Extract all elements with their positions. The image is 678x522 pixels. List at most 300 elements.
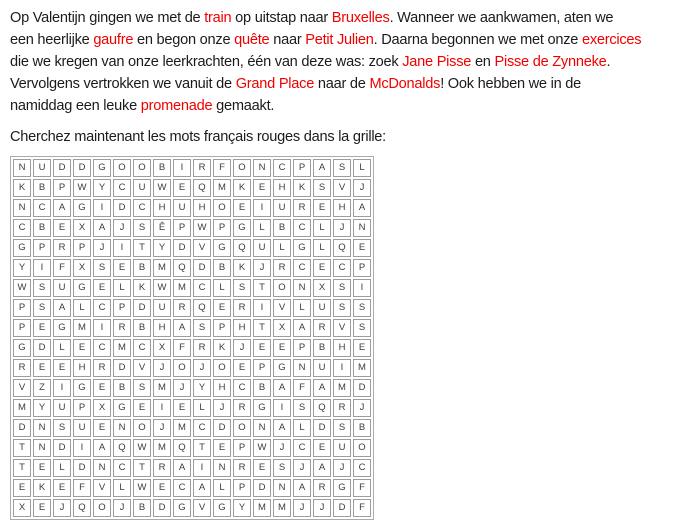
grid-cell: P (73, 239, 91, 257)
grid-cell: N (353, 219, 371, 237)
grid-cell: Y (153, 239, 171, 257)
grid-cell: P (73, 399, 91, 417)
grid-cell: E (33, 359, 51, 377)
grid-cell: E (273, 339, 291, 357)
grid-cell: O (273, 279, 291, 297)
grid-cell: K (133, 279, 151, 297)
french-vocab-word: Pisse de Zynneke (494, 54, 607, 70)
grid-row (13, 299, 371, 317)
grid-cell: E (93, 379, 111, 397)
grid-cell: H (233, 319, 251, 337)
grid-cell: G (93, 159, 111, 177)
grid-cell: L (73, 299, 91, 317)
grid-cell: M (13, 399, 31, 417)
grid-row (13, 399, 371, 417)
grid-cell: W (73, 179, 91, 197)
grid-cell: B (113, 379, 131, 397)
grid-cell: L (213, 479, 231, 497)
grid-cell: E (73, 339, 91, 357)
grid-cell: O (233, 419, 251, 437)
grid-cell: D (173, 239, 191, 257)
grid-cell: E (313, 259, 331, 277)
grid-cell: B (353, 419, 371, 437)
grid-cell: V (133, 359, 151, 377)
grid-cell: I (273, 399, 291, 417)
grid-cell: M (153, 439, 171, 457)
grid-cell: G (73, 279, 91, 297)
story-line (10, 29, 678, 51)
grid-cell: A (193, 479, 211, 497)
grid-cell: Z (33, 379, 51, 397)
grid-cell: A (353, 199, 371, 217)
grid-cell: C (33, 199, 51, 217)
grid-cell: R (333, 399, 351, 417)
grid-cell: R (153, 459, 171, 477)
grid-cell: P (113, 299, 131, 317)
grid-cell: I (53, 379, 71, 397)
grid-cell: J (233, 339, 251, 357)
grid-cell: U (273, 199, 291, 217)
grid-cell: D (53, 439, 71, 457)
grid-cell: V (93, 479, 111, 497)
grid-cell: K (213, 339, 231, 357)
grid-cell: E (313, 439, 331, 457)
text-segment: op uitstap naar (231, 10, 332, 26)
french-vocab-word: McDonalds (369, 76, 441, 92)
grid-cell: C (193, 419, 211, 437)
grid-cell: H (273, 179, 291, 197)
grid-cell: X (73, 259, 91, 277)
grid-cell: R (193, 159, 211, 177)
grid-cell: E (93, 279, 111, 297)
grid-cell: A (93, 219, 111, 237)
grid-cell: O (133, 419, 151, 437)
grid-cell: R (233, 399, 251, 417)
grid-cell: S (353, 319, 371, 337)
text-segment: naar de (314, 76, 370, 92)
french-vocab-word: train (204, 10, 232, 26)
grid-cell: T (133, 239, 151, 257)
grid-cell: W (133, 439, 151, 457)
grid-cell: I (253, 199, 271, 217)
french-vocab-word: Bruxelles (331, 10, 390, 26)
grid-cell: T (133, 459, 151, 477)
grid-cell: I (73, 439, 91, 457)
grid-cell: C (93, 339, 111, 357)
grid-cell: C (113, 179, 131, 197)
grid-cell: O (93, 499, 111, 517)
grid-cell: C (133, 199, 151, 217)
grid-cell: A (273, 419, 291, 437)
grid-cell: U (313, 359, 331, 377)
grid-cell: J (253, 259, 271, 277)
text-segment: Op Valentijn gingen we met de (10, 10, 205, 26)
grid-cell: D (113, 199, 131, 217)
grid-cell: C (293, 259, 311, 277)
grid-cell: S (273, 459, 291, 477)
grid-cell: O (353, 439, 371, 457)
grid-cell: K (293, 179, 311, 197)
grid-cell: K (233, 179, 251, 197)
grid-cell: C (113, 459, 131, 477)
grid-cell: U (53, 399, 71, 417)
grid-cell: J (93, 239, 111, 257)
grid-cell: T (253, 279, 271, 297)
grid-cell: V (193, 239, 211, 257)
grid-cell: I (113, 239, 131, 257)
grid-row (13, 179, 371, 197)
grid-cell: R (293, 199, 311, 217)
grid-cell: S (313, 179, 331, 197)
text-segment: Vervolgens vertrokken we vanuit de (10, 76, 236, 92)
grid-cell: D (13, 419, 31, 437)
grid-cell: I (173, 159, 191, 177)
grid-cell: D (213, 419, 231, 437)
grid-cell: R (13, 359, 31, 377)
grid-cell: B (133, 259, 151, 277)
grid-cell: F (173, 339, 191, 357)
grid-cell: Q (313, 399, 331, 417)
grid-cell: H (333, 199, 351, 217)
grid-cell: M (173, 279, 191, 297)
grid-cell: Q (173, 259, 191, 277)
text-segment: naar (269, 32, 306, 48)
grid-cell: E (253, 459, 271, 477)
text-segment: en begon onze (133, 32, 235, 48)
grid-cell: G (213, 239, 231, 257)
grid-cell: X (13, 499, 31, 517)
grid-cell: U (313, 299, 331, 317)
grid-cell: X (93, 399, 111, 417)
grid-cell: D (53, 159, 71, 177)
grid-cell: Y (233, 499, 251, 517)
grid-cell: G (253, 399, 271, 417)
text-segment: . (606, 54, 611, 70)
grid-cell: J (353, 179, 371, 197)
grid-cell: J (213, 399, 231, 417)
grid-cell: R (233, 459, 251, 477)
grid-cell: M (273, 499, 291, 517)
grid-cell: A (313, 159, 331, 177)
grid-row (13, 319, 371, 337)
grid-cell: A (53, 299, 71, 317)
grid-cell: X (313, 279, 331, 297)
grid-cell: C (93, 299, 111, 317)
grid-cell: L (113, 479, 131, 497)
grid-cell: T (253, 319, 271, 337)
grid-cell: D (73, 459, 91, 477)
grid-cell: G (173, 499, 191, 517)
grid-cell: S (53, 419, 71, 437)
grid-cell: D (33, 339, 51, 357)
grid-cell: N (33, 419, 51, 437)
grid-cell: I (153, 399, 171, 417)
grid-cell: D (313, 419, 331, 437)
grid-cell: N (213, 459, 231, 477)
grid-cell: R (273, 259, 291, 277)
grid-cell: F (73, 479, 91, 497)
grid-cell: M (153, 259, 171, 277)
grid-cell: R (193, 339, 211, 357)
grid-cell: S (293, 399, 311, 417)
grid-cell: N (93, 459, 111, 477)
grid-cell: M (173, 419, 191, 437)
grid-cell: P (353, 259, 371, 277)
grid-cell: Q (333, 239, 351, 257)
grid-cell: B (213, 259, 231, 277)
grid-cell: Q (73, 499, 91, 517)
grid-cell: E (53, 219, 71, 237)
story-paragraph (10, 7, 678, 117)
grid-cell: L (313, 239, 331, 257)
grid-cell: D (73, 159, 91, 177)
grid-cell: C (193, 279, 211, 297)
grid-cell: R (53, 239, 71, 257)
grid-cell: Y (193, 379, 211, 397)
grid-row (13, 379, 371, 397)
text-segment: een heerlijke (10, 32, 94, 48)
grid-cell: T (193, 439, 211, 457)
grid-cell: B (33, 219, 51, 237)
french-vocab-word: Grand Place (235, 76, 315, 92)
grid-cell: L (293, 419, 311, 437)
french-vocab-word: promenade (140, 98, 213, 114)
text-segment: . Daarna begonnen we met onze (373, 32, 582, 48)
grid-cell: R (173, 299, 191, 317)
grid-cell: P (293, 339, 311, 357)
grid-cell: S (233, 279, 251, 297)
grid-cell: I (93, 199, 111, 217)
grid-cell: N (293, 359, 311, 377)
grid-cell: J (313, 499, 331, 517)
grid-cell: K (233, 259, 251, 277)
grid-cell: U (153, 299, 171, 317)
grid-cell: E (33, 499, 51, 517)
grid-cell: W (13, 279, 31, 297)
grid-cell: W (133, 479, 151, 497)
grid-cell: F (293, 379, 311, 397)
grid-cell: P (13, 299, 31, 317)
grid-cell: V (193, 499, 211, 517)
grid-cell: E (353, 339, 371, 357)
grid-cell: J (333, 219, 351, 237)
grid-cell: E (153, 479, 171, 497)
grid-cell: C (13, 219, 31, 237)
grid-cell: X (273, 319, 291, 337)
grid-cell: E (313, 199, 331, 217)
grid-cell: A (53, 199, 71, 217)
story-line (10, 7, 678, 29)
grid-cell: S (333, 279, 351, 297)
grid-cell: Q (193, 179, 211, 197)
grid-cell: I (93, 319, 111, 337)
grid-cell: G (233, 219, 251, 237)
grid-row (13, 499, 371, 517)
grid-cell: C (233, 379, 251, 397)
grid-cell: P (13, 319, 31, 337)
grid-cell: L (313, 219, 331, 237)
grid-cell: D (153, 499, 171, 517)
grid-row (13, 339, 371, 357)
grid-cell: M (153, 379, 171, 397)
grid-cell: D (253, 479, 271, 497)
grid-row (13, 279, 371, 297)
grid-cell: H (73, 359, 91, 377)
grid-cell: L (193, 399, 211, 417)
grid-cell: H (153, 319, 171, 337)
grid-cell: E (173, 399, 191, 417)
grid-cell: A (273, 379, 291, 397)
grid-cell: M (213, 179, 231, 197)
grid-cell: C (293, 439, 311, 457)
french-vocab-word: quête (234, 32, 270, 48)
grid-cell: O (213, 359, 231, 377)
grid-cell: C (173, 479, 191, 497)
grid-cell: Q (173, 439, 191, 457)
grid-cell: W (193, 219, 211, 237)
grid-cell: R (233, 299, 251, 317)
grid-cell: B (133, 499, 151, 517)
grid-cell: L (53, 339, 71, 357)
story-line (10, 73, 678, 95)
grid-cell: D (113, 359, 131, 377)
grid-cell: F (53, 259, 71, 277)
grid-cell: U (333, 439, 351, 457)
grid-cell: O (233, 159, 251, 177)
grid-cell: O (213, 199, 231, 217)
grid-cell: X (153, 339, 171, 357)
grid-cell: M (333, 379, 351, 397)
grid-cell: B (313, 339, 331, 357)
grid-cell: A (293, 319, 311, 337)
grid-cell: L (273, 239, 291, 257)
grid-cell: U (53, 279, 71, 297)
text-segment: gemaakt. (212, 98, 275, 114)
grid-cell: O (173, 359, 191, 377)
grid-cell: E (213, 299, 231, 317)
grid-cell: W (153, 279, 171, 297)
grid-cell: J (113, 219, 131, 237)
grid-cell: J (193, 359, 211, 377)
grid-cell: Q (233, 239, 251, 257)
grid-cell: S (353, 299, 371, 317)
text-segment: die we kregen van onze leerkrachten, één van deze was: zoek (10, 54, 403, 70)
grid-cell: N (253, 419, 271, 437)
text-segment: namiddag een leuke (10, 98, 141, 114)
grid-cell: G (13, 239, 31, 257)
grid-row (13, 419, 371, 437)
grid-cell: P (173, 219, 191, 237)
grid-row (13, 479, 371, 497)
text-segment: ! Ook hebben we in de (440, 76, 581, 92)
text-segment: en (471, 54, 495, 70)
grid-cell: F (213, 159, 231, 177)
grid-cell: U (133, 179, 151, 197)
grid-cell: L (293, 299, 311, 317)
grid-cell: V (273, 299, 291, 317)
grid-cell: A (93, 439, 111, 457)
grid-cell: J (173, 379, 191, 397)
grid-cell: J (293, 499, 311, 517)
grid-cell: L (353, 159, 371, 177)
grid-cell: G (273, 359, 291, 377)
grid-row (13, 219, 371, 237)
grid-cell: E (33, 459, 51, 477)
grid-cell: O (133, 159, 151, 177)
grid-cell: J (153, 359, 171, 377)
grid-cell: G (53, 319, 71, 337)
grid-cell: E (253, 179, 271, 197)
grid-cell: E (353, 239, 371, 257)
grid-cell: E (33, 319, 51, 337)
grid-cell: H (153, 199, 171, 217)
grid-cell: A (313, 379, 331, 397)
grid-cell: I (33, 259, 51, 277)
story-line (10, 51, 678, 73)
grid-cell: J (333, 459, 351, 477)
grid-cell: S (133, 219, 151, 237)
grid-cell: Y (13, 259, 31, 277)
grid-cell: N (33, 439, 51, 457)
grid-row (13, 239, 371, 257)
grid-row (13, 159, 371, 177)
grid-cell: D (333, 499, 351, 517)
grid-cell: E (53, 479, 71, 497)
grid-cell: N (13, 199, 31, 217)
grid-cell: J (353, 399, 371, 417)
grid-cell: S (333, 419, 351, 437)
grid-cell: U (73, 419, 91, 437)
grid-row (13, 359, 371, 377)
grid-cell: S (333, 299, 351, 317)
grid-cell: J (53, 499, 71, 517)
grid-cell: P (233, 479, 251, 497)
grid-cell: S (93, 259, 111, 277)
grid-cell: E (133, 399, 151, 417)
grid-cell: W (253, 439, 271, 457)
grid-cell: T (13, 459, 31, 477)
grid-cell: R (93, 359, 111, 377)
grid-cell: Y (33, 399, 51, 417)
grid-cell: W (153, 179, 171, 197)
grid-cell: E (13, 479, 31, 497)
grid-cell: Ê (153, 219, 171, 237)
grid-cell: S (33, 299, 51, 317)
grid-cell: C (333, 259, 351, 277)
grid-cell: E (93, 419, 111, 437)
grid-cell: M (253, 499, 271, 517)
word-search-grid (10, 156, 374, 520)
grid-cell: D (133, 299, 151, 317)
grid-cell: J (153, 419, 171, 437)
grid-cell: G (73, 379, 91, 397)
grid-cell: B (33, 179, 51, 197)
grid-cell: P (213, 319, 231, 337)
grid-cell: E (253, 339, 271, 357)
grid-cell: N (293, 279, 311, 297)
grid-cell: U (173, 199, 191, 217)
grid-cell: I (253, 299, 271, 317)
grid-cell: C (293, 219, 311, 237)
grid-cell: L (253, 219, 271, 237)
grid-cell: P (233, 439, 251, 457)
grid-cell: S (333, 159, 351, 177)
grid-cell: H (193, 199, 211, 217)
grid-cell: N (273, 479, 291, 497)
instruction-line: Cherchez maintenant les mots français rouges dans la grille: (10, 129, 386, 145)
grid-cell: C (273, 159, 291, 177)
grid-cell: P (293, 159, 311, 177)
